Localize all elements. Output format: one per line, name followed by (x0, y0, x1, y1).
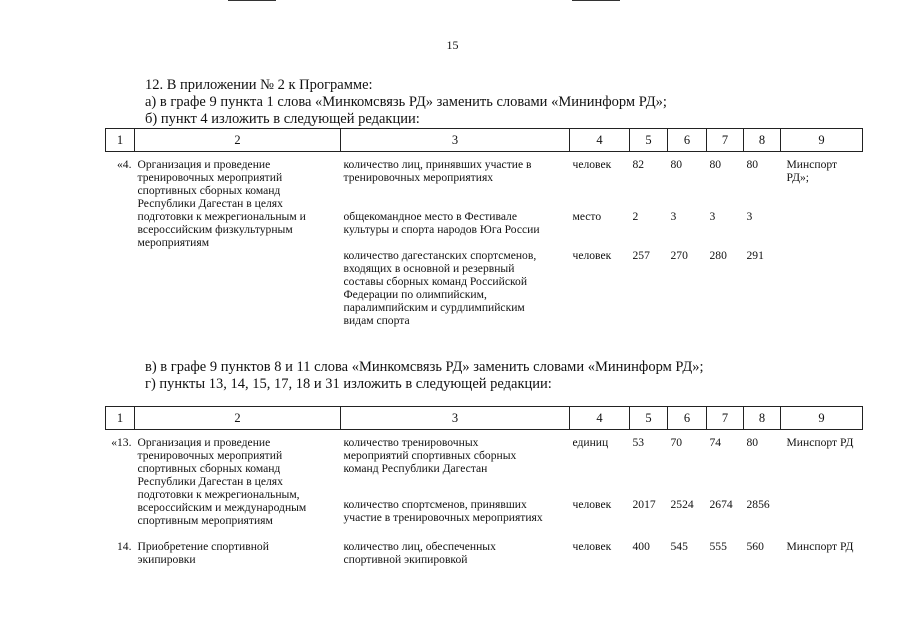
value-cell: 2856 (746, 498, 770, 511)
column-header: 3 (341, 407, 570, 430)
value-cell: 555 (709, 540, 727, 553)
item-name: Организация и проведение тренировочных мероприятий спортивных сборных команд Республики Дагестан в целях подготовки к межрегиональным, всероссийским и международным спортивным мероприятиям (137, 436, 307, 527)
responsible: Минспорт РД»; (786, 158, 838, 184)
table-row (106, 158, 863, 210)
column-header: 7 (707, 129, 744, 152)
column-header: 6 (668, 407, 707, 430)
value-cell: 80 (709, 158, 722, 171)
unit: человек (572, 540, 612, 553)
instruction-line: г) пункты 13, 14, 15, 17, 18 и 31 изложить в следующей редакции: (145, 376, 552, 392)
value-cell: 2017 (632, 498, 656, 511)
column-header: 3 (341, 129, 570, 152)
item-name: Организация и проведение тренировочных мероприятий спортивных сборных команд Республики Дагестан в целях подготовки к межрегиональным и всероссийским физкультурным мероприятиям (137, 158, 306, 249)
column-header: 9 (781, 407, 863, 430)
column-header: 1 (106, 407, 135, 430)
column-header: 4 (570, 407, 630, 430)
intro-line: 12. В приложении № 2 к Программе: (145, 77, 373, 93)
unit: единиц (572, 436, 609, 449)
value-cell: 74 (709, 436, 722, 449)
column-header: 2 (135, 407, 341, 430)
indicator-text: общекомандное место в Фестивале культуры и спорта народов Юга России (343, 210, 540, 236)
indicator-text: количество лиц, принявших участие в тренировочных мероприятиях (343, 158, 532, 184)
indicator-text: количество дагестанских спортсменов, входящих в основной и резервный составы сборных команд Российской Федерации по олимпийским, паралимпийским и сурдлимпийским видам спорта (343, 249, 537, 327)
value-cell: 3 (670, 210, 677, 223)
value-cell: 280 (709, 249, 727, 262)
value-cell: 82 (632, 158, 645, 171)
value-cell: 80 (746, 158, 759, 171)
column-header: 8 (744, 129, 781, 152)
responsible: Минспорт РД (786, 540, 854, 553)
top-edge-mark (228, 0, 276, 1)
table-point-4 (105, 128, 863, 348)
column-header: 7 (707, 407, 744, 430)
column-header: 5 (630, 407, 668, 430)
column-header: 4 (570, 129, 630, 152)
value-cell: 80 (746, 436, 759, 449)
top-edge-mark (572, 0, 620, 1)
table-points-13-14 (105, 406, 863, 566)
item-number: «13. (111, 436, 132, 449)
table-row (106, 540, 863, 566)
item-number: 14. (117, 540, 132, 553)
instruction-line: в) в графе 9 пунктов 8 и 11 слова «Минкомсвязь РД» заменить словами «Мининформ РД»; (145, 359, 704, 375)
responsible: Минспорт РД (786, 436, 854, 449)
value-cell: 400 (632, 540, 650, 553)
intro-line: б) пункт 4 изложить в следующей редакции: (145, 111, 420, 127)
column-header: 6 (668, 129, 707, 152)
value-cell: 560 (746, 540, 764, 553)
column-header: 9 (781, 129, 863, 152)
value-cell: 80 (670, 158, 683, 171)
item-number: «4. (117, 158, 132, 171)
table-row (106, 436, 863, 498)
value-cell: 257 (632, 249, 650, 262)
value-cell: 291 (746, 249, 764, 262)
item-name: Приобретение спортивной экипировки (137, 540, 269, 566)
column-header: 5 (630, 129, 668, 152)
intro-line: а) в графе 9 пункта 1 слова «Минкомсвязь РД» заменить словами «Мининформ РД»; (145, 94, 667, 110)
column-header: 2 (135, 129, 341, 152)
indicator-text: количество лиц, обеспеченных спортивной экипировкой (343, 540, 496, 566)
unit: место (572, 210, 602, 223)
column-header-row (106, 407, 863, 430)
value-cell: 545 (670, 540, 688, 553)
column-header: 8 (744, 407, 781, 430)
value-cell: 3 (709, 210, 716, 223)
value-cell: 70 (670, 436, 683, 449)
value-cell: 3 (746, 210, 753, 223)
page-number: 15 (446, 38, 459, 52)
column-header: 1 (106, 129, 135, 152)
value-cell: 2 (632, 210, 639, 223)
indicator-text: количество тренировочных мероприятий спортивных сборных команд Республики Дагестан (343, 436, 517, 475)
column-header-row (106, 129, 863, 152)
unit: человек (572, 158, 612, 171)
value-cell: 270 (670, 249, 688, 262)
value-cell: 2674 (709, 498, 733, 511)
indicator-text: количество спортсменов, принявших участие в тренировочных мероприятиях (343, 498, 543, 524)
value-cell: 53 (632, 436, 645, 449)
unit: человек (572, 498, 612, 511)
unit: человек (572, 249, 612, 262)
value-cell: 2524 (670, 498, 694, 511)
